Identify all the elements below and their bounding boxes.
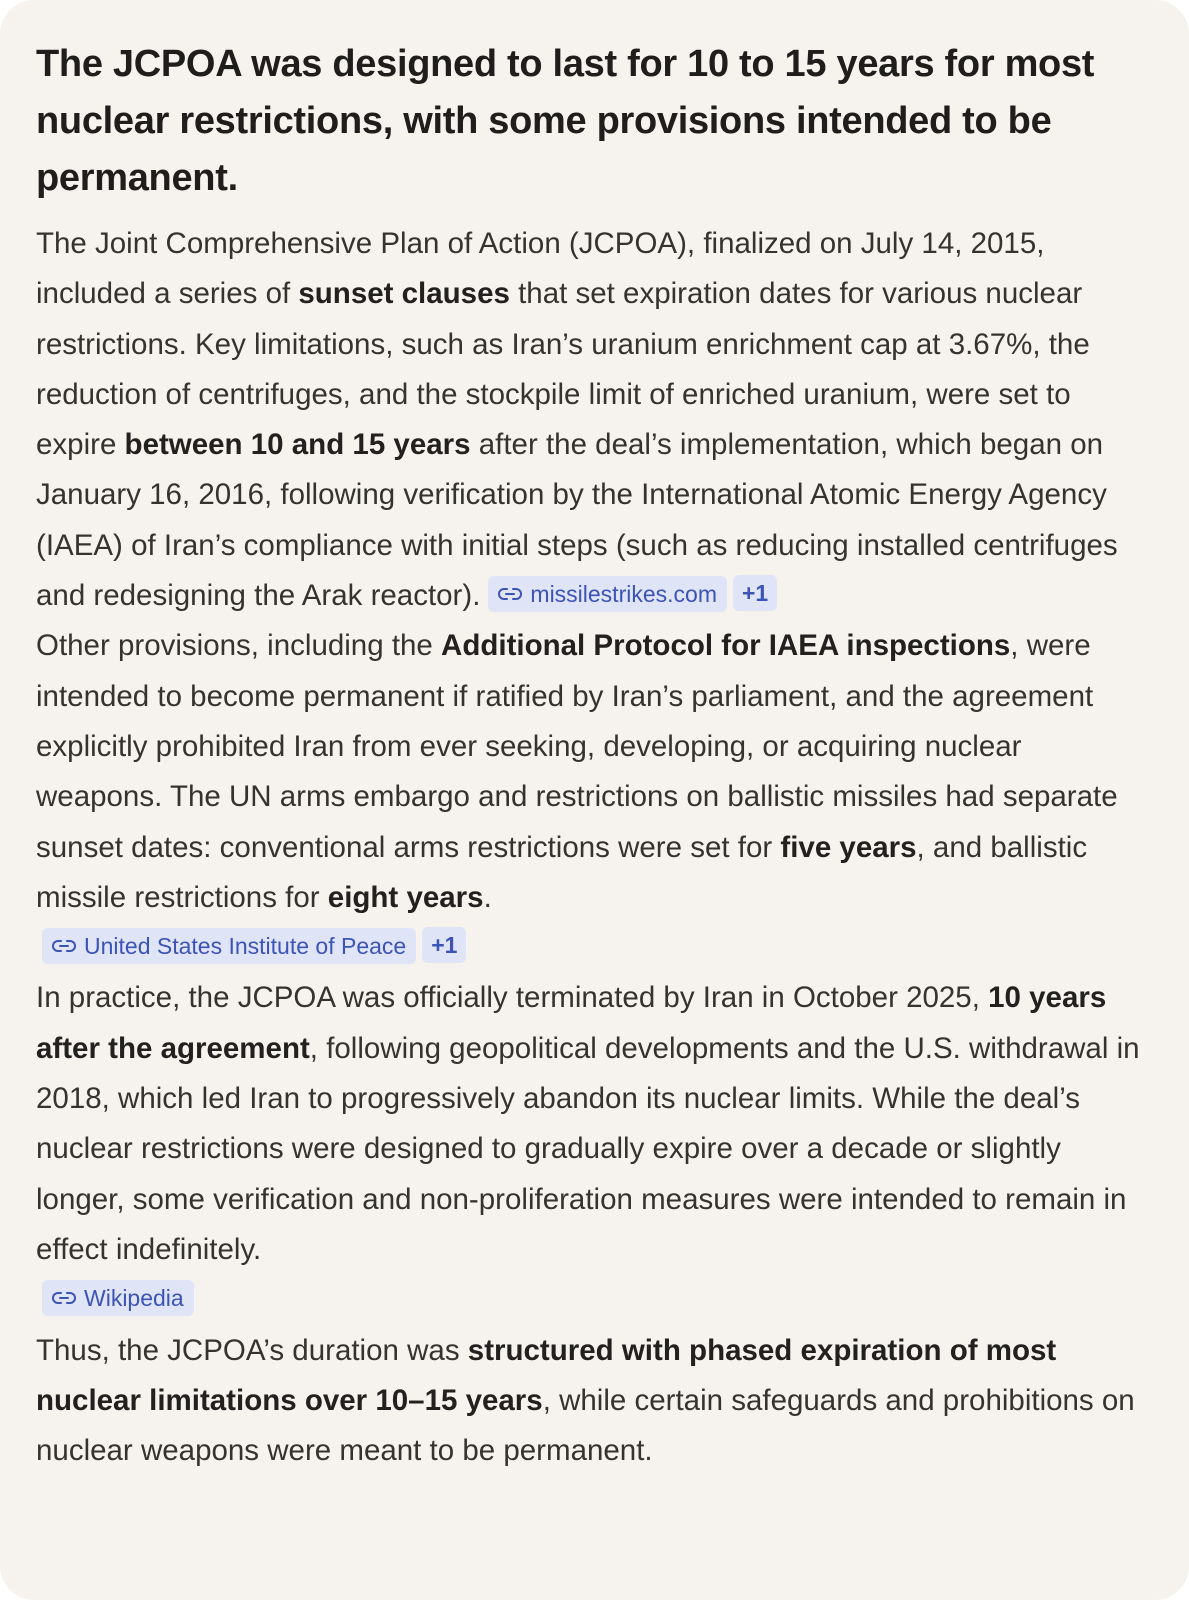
text: . — [483, 880, 492, 914]
citation-row — [36, 923, 1153, 973]
paragraph-permanent-provisions — [36, 621, 1153, 923]
bold-text: structured with phased expiration of most nuclear limitations over 10–15 years — [36, 1333, 1057, 1417]
citation-chip-usip[interactable] — [42, 928, 416, 964]
citation-source: missilestrikes.com — [530, 580, 717, 607]
link-icon — [52, 939, 76, 953]
paragraph-sunset-clauses — [36, 219, 1153, 621]
text: that set expiration dates for various nuclear restrictions. Key limitations, such as Iran’s uranium enrichment cap at 3.67%, the reduction of centrifuges, and the stockpile limit of enriched uranium, were set to expire — [36, 277, 1090, 462]
citation-row — [36, 1275, 1153, 1325]
citation-source: United States Institute of Peace — [84, 933, 407, 960]
citation-source: Wikipedia — [84, 1285, 184, 1312]
link-icon — [52, 1291, 76, 1305]
text: after the deal’s implementation, which began on January 16, 2016, following verification by the International Atomic Energy Agency (IAEA) of Iran’s compliance with initial steps (such as reducing installed centrifuges and redesigning the Arak reactor). — [36, 428, 1118, 613]
bold-text: 10 years after the agreement — [36, 981, 1107, 1065]
text: , while certain safeguards and prohibitions on nuclear weapons were meant to be permanent. — [36, 1383, 1135, 1468]
text: , and ballistic missile restrictions for — [36, 830, 1088, 914]
answer-headline: The JCPOA was designed to last for 10 to 15 years for most nuclear restrictions, with some provisions intended to be permanent. — [36, 43, 1095, 199]
text: Thus, the JCPOA’s duration was — [36, 1333, 468, 1367]
paragraph-termination — [36, 973, 1153, 1275]
text: Other provisions, including the — [36, 629, 442, 663]
citation-chip-wikipedia[interactable] — [42, 1280, 194, 1316]
link-icon — [498, 587, 522, 601]
paragraph-conclusion — [36, 1326, 1153, 1477]
bold-text: sunset clauses — [298, 277, 510, 311]
text: , were intended to become permanent if ratified by Iran’s parliament, and the agreement explicitly prohibited Iran from ever seeking, developing, or acquiring nuclear weapons. The UN arms embargo and restrictions on ballistic missiles had separate sunset dates: conventional arms restrictions were set for — [36, 629, 1118, 864]
citation-more-chip[interactable]: +1 — [733, 575, 777, 611]
bold-text: eight years — [327, 880, 484, 914]
citation-more-chip[interactable]: +1 — [422, 927, 466, 963]
bold-text: five years — [780, 830, 917, 864]
citation-chip-missilestrikes[interactable] — [488, 576, 727, 612]
text: , following geopolitical developments and the U.S. withdrawal in 2018, which led Iran to progressively abandon its nuclear limits. While the deal’s nuclear restrictions were designed to gradually expire over a decade or slightly longer, some verification and non-proliferation measures were intended to remain in effect indefinitely. — [36, 1031, 1140, 1266]
bold-text: between 10 and 15 years — [124, 428, 471, 462]
bold-text: Additional Protocol for IAEA inspections — [441, 629, 1011, 663]
text: In practice, the JCPOA was officially terminated by Iran in October 2025, — [36, 981, 989, 1015]
text: The Joint Comprehensive Plan of Action (JCPOA), finalized on July 14, 2015, included a series of — [36, 227, 1045, 311]
